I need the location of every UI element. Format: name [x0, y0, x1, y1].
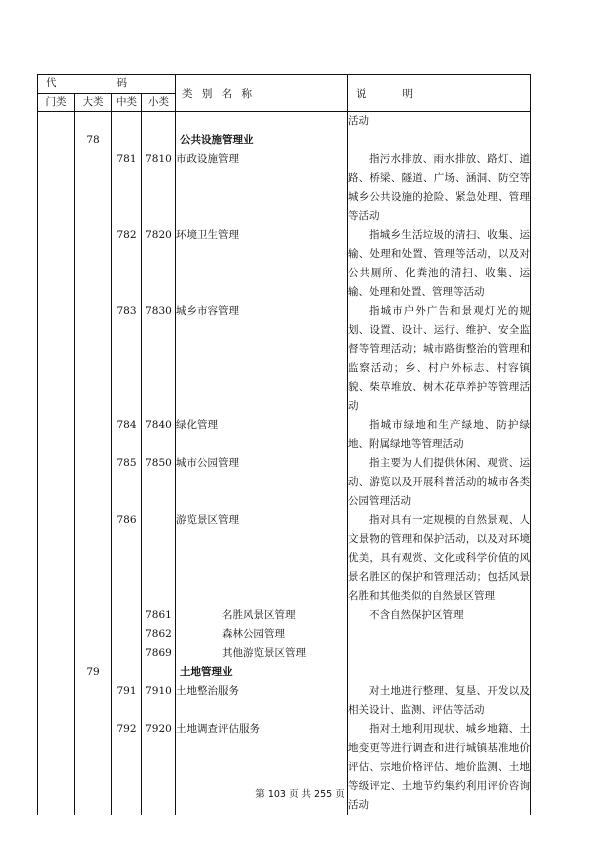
- page-footer: 第 103 页 共 255 页: [255, 789, 345, 800]
- category-name: 城乡市容管理: [176, 302, 348, 416]
- zhong-code: 791: [112, 682, 142, 720]
- desc-header: 说 明: [348, 75, 531, 112]
- da-code: [75, 454, 112, 511]
- table-row: [38, 150, 531, 226]
- zhong-code: [112, 644, 142, 663]
- xiao-code: 7850: [142, 454, 176, 511]
- da-code: [75, 720, 112, 815]
- zhong-code: 785: [112, 454, 142, 511]
- category-desc: [348, 663, 531, 682]
- category-name: 土地整治服务: [176, 682, 348, 720]
- table-row: [38, 454, 531, 511]
- category-name: 市政设施管理: [176, 150, 348, 226]
- category-desc: 活动: [348, 112, 531, 132]
- code-label: 代: [46, 77, 57, 89]
- table-row: [38, 112, 531, 132]
- men-code: [38, 720, 75, 815]
- table-row: [38, 302, 531, 416]
- xiao-code: 7910: [142, 682, 176, 720]
- category-desc: 指城市绿地和生产绿地、防护绿地、附属绿地等管理活动: [348, 416, 531, 454]
- men-code: [38, 302, 75, 416]
- xiao-code: 7840: [142, 416, 176, 454]
- category-desc: 指对土地利用现状、城乡地籍、土地变更等进行调查和进行城镇基准地价评估、宗地价格评估、地价监测、土地等级评定、土地节约集约利用评价咨询活动: [348, 720, 531, 815]
- zhong-code: 792: [112, 720, 142, 815]
- category-name: 森林公园管理: [176, 625, 348, 644]
- category-name: 公共设施管理业: [176, 131, 348, 150]
- table-row: [38, 606, 531, 625]
- category-name: 游览景区管理: [176, 511, 348, 606]
- table-row: [38, 625, 531, 644]
- table-header: [38, 75, 531, 112]
- men-code: [38, 682, 75, 720]
- table-row: [38, 511, 531, 606]
- category-desc: [348, 644, 531, 663]
- category-name: 城市公园管理: [176, 454, 348, 511]
- da-code: 78: [75, 131, 112, 150]
- xiao-code: [142, 663, 176, 682]
- zhong-code: [112, 131, 142, 150]
- zhong-code: [112, 625, 142, 644]
- classification-table: [37, 74, 531, 815]
- zhong-code: 783: [112, 302, 142, 416]
- zhong-code: 781: [112, 150, 142, 226]
- zhong-code: [112, 663, 142, 682]
- table-body: [38, 112, 531, 816]
- page-number: 103: [267, 789, 286, 800]
- men-code: [38, 606, 75, 625]
- category-desc: 指城市户外广告和景观灯光的规划、设置、设计、运行、维护、安全监督等管理活动；城市路街整治的管理和监察活动；乡、村户外标志、村容镇貌、柴草堆放、树木花草养护等管理活动: [348, 302, 531, 416]
- xiao-code: 7869: [142, 644, 176, 663]
- zhong-code: [112, 606, 142, 625]
- col-men-header: 门类: [38, 94, 75, 112]
- category-name: 土地管理业: [176, 663, 348, 682]
- men-code: [38, 454, 75, 511]
- da-code: [75, 625, 112, 644]
- xiao-code: 7830: [142, 302, 176, 416]
- da-code: [75, 682, 112, 720]
- da-code: 79: [75, 663, 112, 682]
- xiao-code: 7861: [142, 606, 176, 625]
- xiao-code: 7810: [142, 150, 176, 226]
- table-row: [38, 682, 531, 720]
- category-name: 绿化管理: [176, 416, 348, 454]
- da-code: [75, 302, 112, 416]
- category-desc: 指对具有一定规模的自然景观、人文景物的管理和保护活动，以及对环境优美，具有观赏、文化或科学价值的风景名胜区的保护和管理活动；包括风景名胜和其他类似的自然景区管理: [348, 511, 531, 606]
- men-code: [38, 663, 75, 682]
- category-desc: 指污水排放、雨水排放、路灯、道路、桥梁、隧道、广场、涵洞、防空等城乡公共设施的抢险、紧急处理、管理等活动: [348, 150, 531, 226]
- table-row: [38, 663, 531, 682]
- category-desc: 对土地进行整理、复垦、开发以及相关设计、监测、评估等活动: [348, 682, 531, 720]
- col-xiao-header: 小类: [142, 94, 176, 112]
- da-code: [75, 606, 112, 625]
- category-desc: 不含自然保护区管理: [348, 606, 531, 625]
- code-label-2: 码: [116, 77, 127, 89]
- category-name: [176, 112, 348, 132]
- category-desc: [348, 625, 531, 644]
- xiao-code: 7820: [142, 226, 176, 302]
- zhong-code: 784: [112, 416, 142, 454]
- table-row: [38, 226, 531, 302]
- category-desc: [348, 131, 531, 150]
- zhong-code: 782: [112, 226, 142, 302]
- da-code: [75, 150, 112, 226]
- col-da-header: 大类: [75, 94, 112, 112]
- col-zhong-header: 中类: [112, 94, 142, 112]
- men-code: [38, 226, 75, 302]
- da-code: [75, 644, 112, 663]
- men-code: [38, 625, 75, 644]
- men-code: [38, 131, 75, 150]
- code-header: [38, 75, 176, 94]
- zhong-code: 786: [112, 511, 142, 606]
- table-row: [38, 644, 531, 663]
- table-row: [38, 131, 531, 150]
- men-code: [38, 112, 75, 132]
- xiao-code: [142, 131, 176, 150]
- table-row: [38, 720, 531, 815]
- da-code: [75, 511, 112, 606]
- category-desc: 指城乡生活垃圾的清扫、收集、运输、处理和处置、管理等活动，以及对公共厕所、化粪池的清扫、收集、运输、处理和处置、管理等活动: [348, 226, 531, 302]
- xiao-code: 7862: [142, 625, 176, 644]
- xiao-code: [142, 112, 176, 132]
- name-header: 类 别 名 称: [176, 75, 348, 112]
- xiao-code: [142, 511, 176, 606]
- da-code: [75, 112, 112, 132]
- men-code: [38, 511, 75, 606]
- category-name: 土地调查评估服务: [176, 720, 348, 815]
- category-name: 名胜风景区管理: [176, 606, 348, 625]
- zhong-code: [112, 112, 142, 132]
- men-code: [38, 644, 75, 663]
- da-code: [75, 226, 112, 302]
- men-code: [38, 150, 75, 226]
- page-total: 255: [314, 789, 333, 800]
- xiao-code: 7920: [142, 720, 176, 815]
- da-code: [75, 416, 112, 454]
- men-code: [38, 416, 75, 454]
- category-name: 环境卫生管理: [176, 226, 348, 302]
- table-row: [38, 416, 531, 454]
- category-desc: 指主要为人们提供休闲、观赏、运动、游览以及开展科普活动的城市各类公园管理活动: [348, 454, 531, 511]
- category-name: 其他游览景区管理: [176, 644, 348, 663]
